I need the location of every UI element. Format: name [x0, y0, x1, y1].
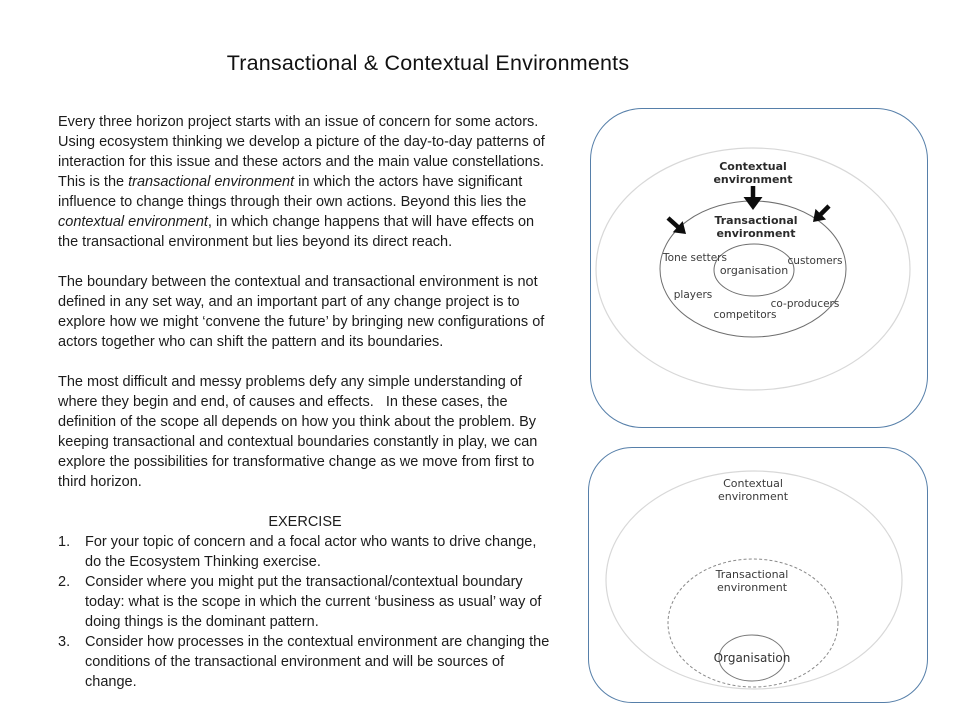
p1-italic-transactional-environment: transactional environment: [128, 174, 295, 190]
organisation-label: Organisation: [713, 651, 791, 665]
contextual-environment-label: Contextual environment: [713, 160, 793, 186]
p1-part: Every three horizon project starts with an issue of concern for some actors. Using ecosystem thinking we develop a picture of the day-to-day patterns of interaction for this issue and these actors and the main value constellations. This is the: [58, 114, 556, 190]
exercise-item-2: [58, 572, 552, 632]
exercise-item-1: [58, 532, 552, 572]
page-title: Transactional & Contextual Environments: [226, 51, 630, 75]
paragraph-boundary: The boundary between the contextual and transactional environment is not defined in any set way, and an important part of any change project is to explore how we might ‘convene the future’ by bringing new configurations of actors together who can shift the pattern and its boundaries.: [58, 274, 549, 350]
diagram-bottom-panel: [588, 447, 928, 703]
left-diagonal-arrow-icon: [668, 218, 686, 234]
p1-part: in which the actors have significant influence to change things through their own actions. Beyond this lies the: [58, 174, 531, 210]
paragraph-messy-problems: The most difficult and messy problems defy any simple understanding of where they begin and end, of causes and effects. In these cases, the definition of the scope all depends on how you think about the problem. By keeping transactional and contextual boundaries constantly in play, we can explore the possibilities for transformative change as we move from first to third horizon.: [58, 374, 542, 490]
paragraph-transactional-contextual: [58, 112, 556, 252]
tone-setters-label: Tone setters: [663, 252, 727, 264]
exercise-item-3: [58, 632, 552, 692]
competitors-label: competitors: [713, 309, 777, 321]
transactional-environment-label: Transactional environment: [715, 568, 789, 594]
customers-label: customers: [787, 255, 843, 267]
contextual-environment-label: Contextual environment: [717, 477, 789, 503]
right-diagonal-arrow-icon: [813, 206, 829, 222]
exercise-item-text: For your topic of concern and a focal actor who wants to drive change, do the Ecosystem Thinking exercise.: [85, 534, 537, 570]
exercise-item-number: 1.: [58, 534, 71, 550]
exercise-item-number: 2.: [58, 574, 71, 590]
players-label: players: [673, 289, 713, 301]
organisation-label: organisation: [719, 264, 789, 277]
exercise-item-text: Consider how processes in the contextual environment are changing the conditions of the transactional environment and will be sources of change.: [85, 634, 550, 690]
p1-italic-contextual-environment: contextual environment: [58, 214, 208, 230]
down-arrow-icon: [744, 186, 763, 210]
co-producers-label: co-producers: [770, 298, 840, 310]
exercise-item-text: Consider where you might put the transactional/contextual boundary today: what is the scope in which the current ‘business as usual’ way of doing things is the dominant pattern.: [85, 574, 542, 630]
exercise-item-number: 3.: [58, 634, 71, 650]
diagram-top-panel: [590, 108, 928, 428]
p1-part: , in which change happens that will have effects on the transactional environment but lies beyond its direct reach.: [58, 214, 539, 250]
exercise-heading: EXERCISE: [268, 514, 342, 530]
body-text-column: [58, 112, 556, 692]
transactional-environment-label: Transactional environment: [714, 214, 798, 240]
